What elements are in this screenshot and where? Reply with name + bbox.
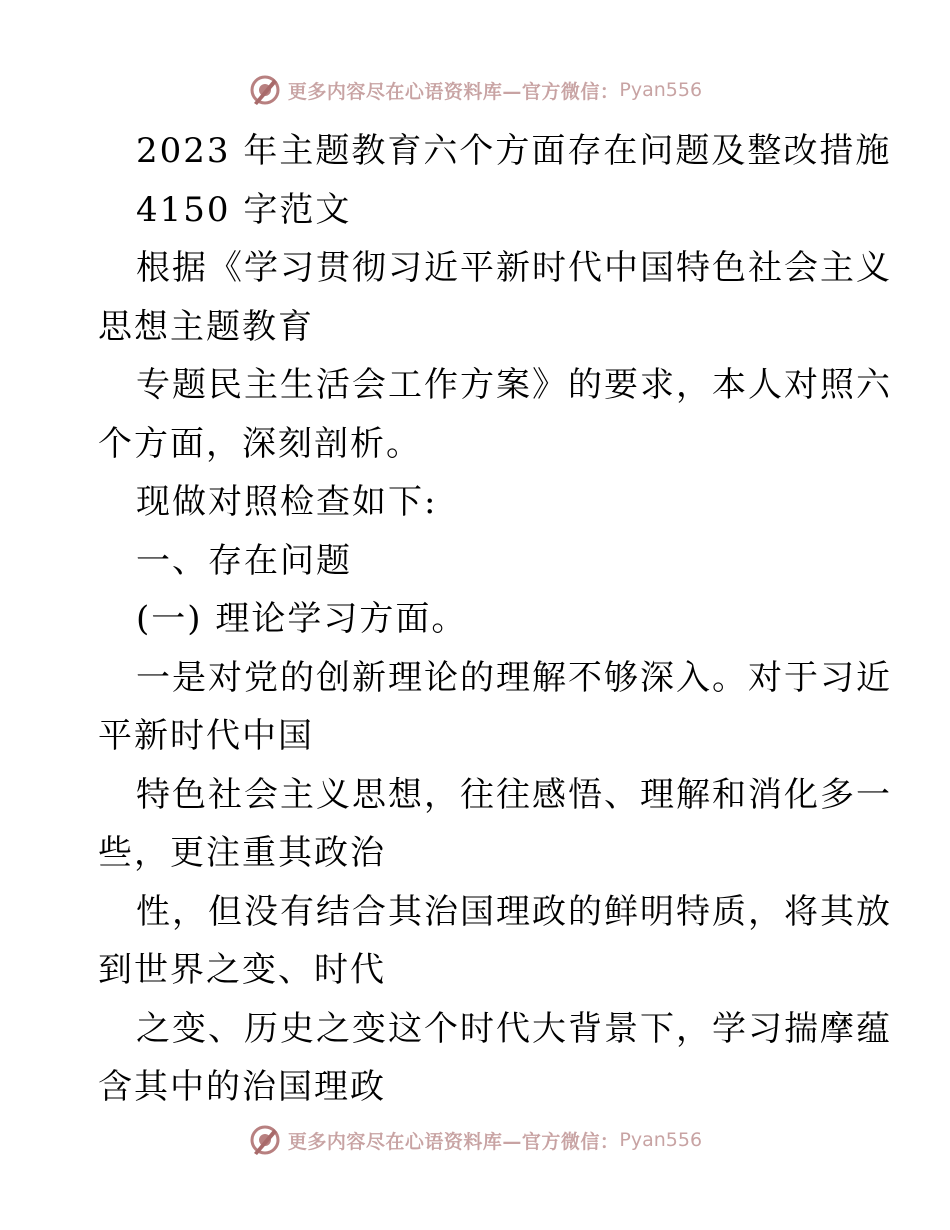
doc-line: 思想主题教育: [98, 306, 314, 347]
doc-line: 性，但没有结合其治国理政的鲜明特质，将其放: [136, 891, 892, 932]
doc-line: 一是对党的创新理论的理解不够深入。对于习近: [136, 657, 892, 698]
pen-circle-logo-icon: [248, 73, 282, 107]
document-body: [98, 122, 892, 1117]
doc-line: 含其中的治国理政: [98, 1067, 386, 1107]
doc-title-line-1: 2023 年主题教育六个方面存在问题及整改措施: [136, 131, 892, 171]
doc-section-heading: 一、存在问题: [136, 540, 352, 581]
footer-banner: [0, 1120, 950, 1160]
doc-line: 到世界之变、时代: [98, 950, 386, 990]
doc-subsection-heading: (一) 理论学习方面。: [136, 599, 468, 639]
doc-line: 平新时代中国: [98, 716, 314, 756]
footer-wechat-id: Pyan556: [619, 1129, 703, 1151]
doc-line: 之变、历史之变这个时代大背景下，学习揣摩蕴: [136, 1008, 892, 1049]
header-banner-text: 更多内容尽在心语资料库—官方微信：: [287, 80, 620, 103]
doc-line: 些，更注重其政治: [98, 833, 386, 873]
footer-banner-text: 更多内容尽在心语资料库—官方微信：: [287, 1130, 620, 1153]
doc-line: 专题民主生活会工作方案》的要求，本人对照六: [136, 365, 892, 405]
doc-title-line-2: 4150 字范文: [136, 189, 352, 230]
doc-line: 根据《学习贯彻习近平新时代中国特色社会主义: [136, 248, 892, 288]
doc-line: 特色社会主义思想，往往感悟、理解和消化多一: [136, 774, 892, 815]
header-wechat-id: Pyan556: [619, 79, 703, 101]
pen-circle-logo-icon: [248, 1123, 282, 1157]
doc-line: 个方面，深刻剖析。: [98, 423, 422, 464]
header-banner: [0, 70, 950, 110]
doc-line: 现做对照检查如下:: [136, 482, 438, 522]
